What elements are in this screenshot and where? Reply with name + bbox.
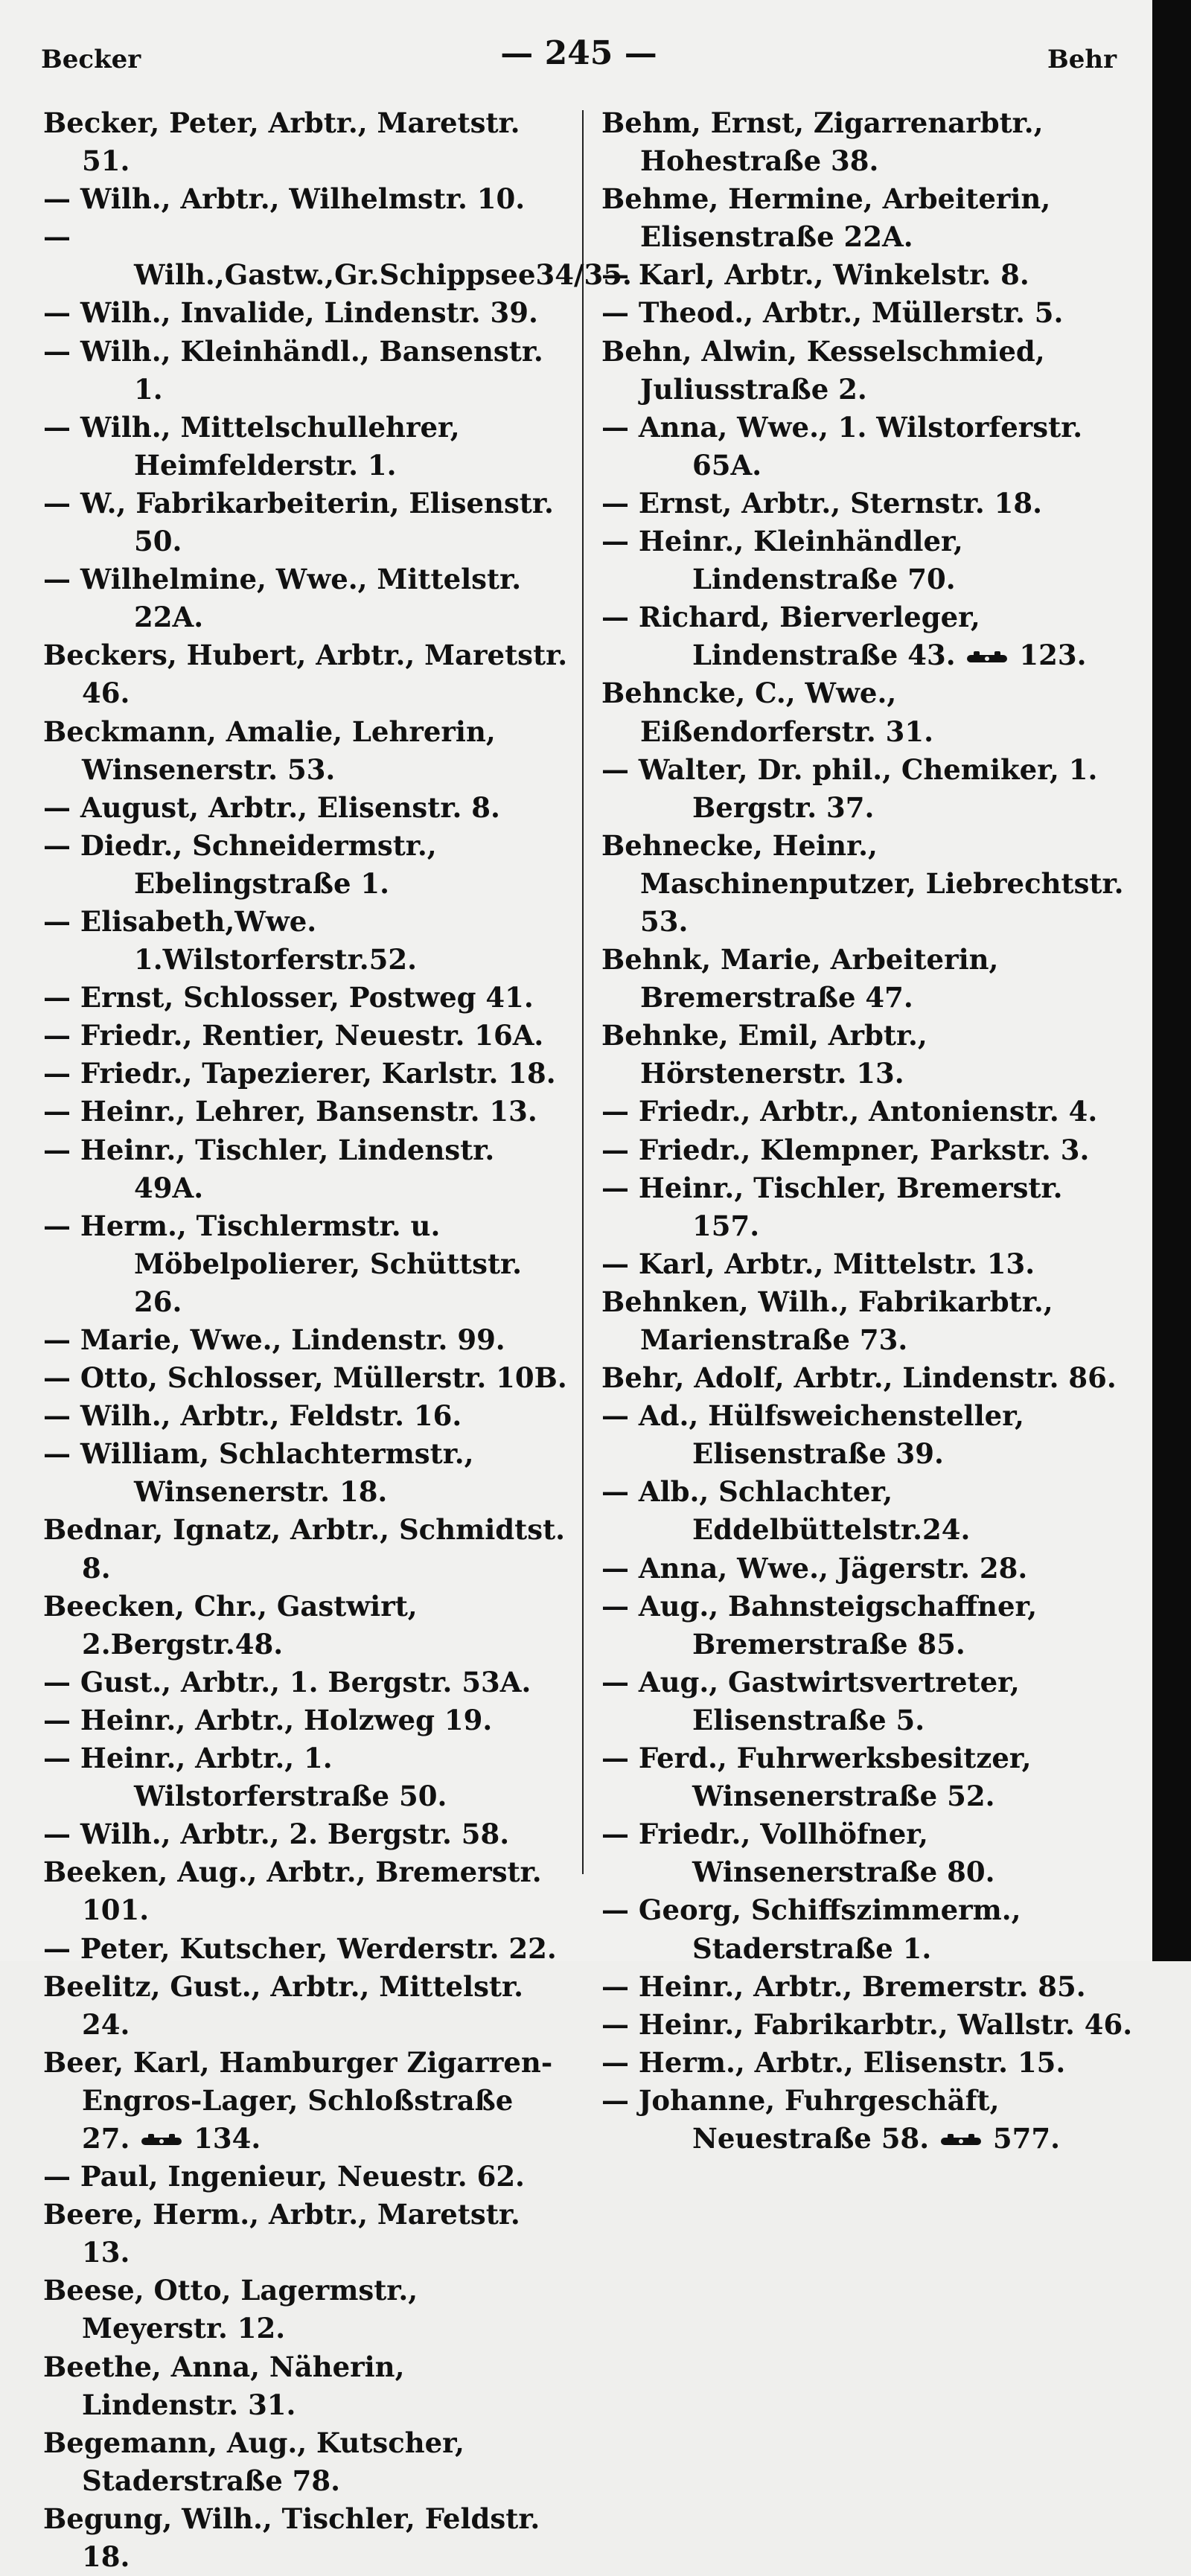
entry-text: — Herm., Arbtr., Elisenstr. 15. (601, 2045, 1066, 2079)
page-header (41, 30, 1117, 82)
entry-text: Beeken, Aug., Arbtr., Bremerstr. 101. (43, 1856, 542, 1927)
directory-entry (43, 1663, 570, 1701)
entry-text: Beer, Karl, Hamburger Zigarren-Engros-Lager, Schloßstraße 27. (43, 2045, 553, 2155)
directory-entry (43, 1968, 570, 2044)
directory-entry (43, 409, 570, 485)
directory-entry (601, 1093, 1137, 1131)
directory-entry (43, 979, 570, 1017)
entry-text: — Friedr., Vollhöfner, Winsenerstraße 80. (601, 1818, 995, 1889)
entry-text: Behme, Hermine, Arbeiterin, Elisenstraße 22A. (601, 182, 1051, 254)
entry-text: — Johanne, Fuhrgeschäft, Neuestraße 58. (601, 2083, 1000, 2155)
directory-entry (43, 485, 570, 560)
directory-entry (601, 333, 1137, 409)
entry-text: Behn, Alwin, Kesselschmied, Juliusstraße 2. (601, 334, 1045, 406)
telephone-icon (139, 2132, 184, 2149)
entry-text: — Paul, Ingenieur, Neuestr. 62. (43, 2160, 525, 2193)
directory-entry (601, 1017, 1137, 1093)
directory-entry (601, 1131, 1137, 1169)
directory-entry (601, 2082, 1137, 2158)
directory-entry (43, 104, 570, 180)
entry-text: — Karl, Arbtr., Winkelstr. 8. (601, 258, 1029, 292)
phone-number: 577. (992, 2121, 1061, 2155)
entry-text: Behnke, Emil, Arbtr., Hörstenerstr. 13. (601, 1019, 927, 1090)
entry-text: — Wilh., Arbtr., Wilhelmstr. 10. (43, 182, 526, 216)
entry-text: Behncke, C., Wwe., Eißendorferstr. 31. (601, 677, 933, 748)
directory-entry (601, 827, 1137, 941)
entry-text: Beckmann, Amalie, Lehrerin, Winsenerstr. 53. (43, 715, 496, 786)
directory-entry (43, 636, 570, 712)
entry-text: — Wilh.,Gastw.,Gr.Schippsee34/35. (43, 220, 632, 292)
entry-text: — Peter, Kutscher, Werderstr. 22. (43, 1931, 557, 1965)
entry-text: — Theod., Arbtr., Müllerstr. 5. (601, 296, 1064, 330)
entry-text: — Heinr., Arbtr., 1. Wilstorferstraße 50. (43, 1742, 447, 1813)
directory-entry (43, 903, 570, 979)
entry-text: — Wilhelmine, Wwe., Mittelstr. 22A. (43, 563, 522, 634)
directory-entry (43, 827, 570, 903)
entry-text: Beethe, Anna, Näherin, Lindenstr. 31. (43, 2350, 405, 2421)
entry-text: Beese, Otto, Lagermstr., Meyerstr. 12. (43, 2274, 418, 2345)
directory-entry (43, 2158, 570, 2196)
entry-text: — Anna, Wwe., 1. Wilstorferstr. 65A. (601, 410, 1083, 482)
entry-text: — Wilh., Mittelschullehrer, Heimfelderstr. 1. (43, 410, 460, 482)
entry-text: — Otto, Schlosser, Müllerstr. 10B. (43, 1361, 567, 1395)
entry-text: Begemann, Aug., Kutscher, Staderstraße 78. (43, 2426, 464, 2497)
header-left-keyword: Becker (41, 45, 141, 74)
entry-text: — Richard, Bierverleger, Lindenstraße 43. (601, 601, 980, 672)
directory-entry (601, 104, 1137, 180)
entry-text: Bednar, Ignatz, Arbtr., Schmidtst. 8. (43, 1513, 566, 1585)
entry-text: — Heinr., Lehrer, Bansenstr. 13. (43, 1095, 537, 1128)
directory-entry (43, 1093, 570, 1131)
directory-entry (601, 485, 1137, 522)
directory-entry (601, 1550, 1137, 1588)
entry-text: — Wilh., Arbtr., 2. Bergstr. 58. (43, 1818, 510, 1851)
entry-text: — Heinr., Arbtr., Bremerstr. 85. (601, 1969, 1086, 2003)
entry-text: Beere, Herm., Arbtr., Maretstr. 13. (43, 2198, 520, 2269)
directory-entry (43, 1055, 570, 1093)
page-number: — 245 — (500, 34, 657, 72)
directory-entry (601, 1663, 1137, 1739)
entry-text: — Anna, Wwe., Jägerstr. 28. (601, 1551, 1028, 1585)
entry-text: — Friedr., Klempner, Parkstr. 3. (601, 1133, 1090, 1166)
directory-entry (601, 256, 1137, 294)
entry-text: — Wilh., Arbtr., Feldstr. 16. (43, 1399, 462, 1433)
entry-text: Beckers, Hubert, Arbtr., Maretstr. 46. (43, 639, 568, 710)
entry-text: — Heinr., Arbtr., Holzweg 19. (43, 1703, 493, 1736)
entry-text: — Aug., Gastwirtsvertreter, Elisenstraße 5. (601, 1665, 1020, 1736)
directory-entry (43, 789, 570, 827)
telephone-icon (965, 650, 1009, 666)
directory-entry (601, 1245, 1137, 1283)
directory-entry (43, 1853, 570, 1929)
directory-entry (601, 409, 1137, 485)
entry-text: — William, Schlachtermstr., Winsenerstr. 18. (43, 1437, 474, 1509)
entry-text: — Friedr., Arbtr., Antonienstr. 4. (601, 1095, 1098, 1128)
directory-entry (43, 713, 570, 789)
directory-entry (601, 1968, 1137, 2006)
directory-entry (43, 2044, 570, 2158)
entry-text: — Georg, Schiffszimmerm., Staderstraße 1. (601, 1893, 1021, 1965)
entry-text: — Walter, Dr. phil., Chemiker, 1. Bergstr. 37. (601, 752, 1098, 824)
directory-entry (43, 180, 570, 218)
entry-text: — W., Fabrikarbeiterin, Elisenstr. 50. (43, 486, 554, 558)
directory-entry (43, 2424, 570, 2500)
directory-entry (601, 1397, 1137, 1473)
directory-entry (601, 2044, 1137, 2082)
entry-text: — Gust., Arbtr., 1. Bergstr. 53A. (43, 1665, 531, 1698)
directory-entry (43, 2500, 570, 2576)
directory-entry (601, 1739, 1137, 1815)
entry-text: Behr, Adolf, Arbtr., Lindenstr. 86. (601, 1361, 1117, 1395)
entry-text: Behm, Ernst, Zigarrenarbtr., Hohestraße 38. (601, 106, 1044, 178)
directory-entry (43, 1017, 570, 1055)
directory-entry (43, 1815, 570, 1853)
directory-entry (43, 1930, 570, 1968)
entry-text: — Heinr., Tischler, Bremerstr. 157. (601, 1171, 1063, 1242)
directory-entry (43, 1359, 570, 1397)
directory-entry (43, 1739, 570, 1815)
entry-text: — Alb., Schlachter, Eddelbüttelstr.24. (601, 1475, 971, 1547)
directory-entry (601, 1283, 1137, 1359)
directory-entry (43, 1435, 570, 1511)
directory-entry (43, 333, 570, 409)
entry-text: — August, Arbtr., Elisenstr. 8. (43, 790, 500, 824)
directory-entry (43, 218, 632, 294)
phone-number: 134. (194, 2121, 261, 2155)
directory-entry (601, 1359, 1137, 1397)
entry-text: — Friedr., Tapezierer, Karlstr. 18. (43, 1057, 556, 1090)
directory-entry (43, 1588, 570, 1663)
directory-entry (43, 1701, 570, 1739)
directory-entry (43, 2348, 570, 2424)
right-column (601, 104, 1137, 2158)
directory-entry (601, 522, 1137, 598)
directory-entry (43, 294, 570, 332)
entry-text: — Ernst, Arbtr., Sternstr. 18. (601, 486, 1042, 520)
column-divider (582, 110, 584, 1874)
entry-text: Behnk, Marie, Arbeiterin, Bremerstraße 47. (601, 943, 999, 1014)
entry-text: — Friedr., Rentier, Neuestr. 16A. (43, 1019, 544, 1052)
directory-entry (601, 941, 1137, 1017)
entry-text: — Heinr., Tischler, Lindenstr. 49A. (43, 1133, 495, 1204)
directory-entry (601, 1815, 1137, 1891)
directory-entry (43, 1511, 570, 1587)
entry-text: — Elisabeth,Wwe. 1.Wilstorferstr.52. (43, 904, 417, 977)
directory-entry (43, 1131, 570, 1207)
entry-text: Behnecke, Heinr., Maschinenputzer, Liebrechtstr. 53. (601, 828, 1124, 938)
directory-entry (601, 2006, 1137, 2044)
directory-entry (601, 180, 1137, 256)
directory-entry (43, 1397, 570, 1435)
entry-text: — Ferd., Fuhrwerksbesitzer, Winsenerstraße 52. (601, 1742, 1032, 1813)
directory-entry (43, 1321, 570, 1359)
entry-text: — Heinr., Fabrikarbtr., Wallstr. 46. (601, 2007, 1133, 2041)
entry-text: — Diedr., Schneidermstr., Ebelingstraße 1. (43, 828, 437, 900)
directory-entry (43, 2272, 570, 2348)
entry-text: Begung, Wilh., Tischler, Feldstr. 18. (43, 2502, 540, 2573)
entry-text: Behnken, Wilh., Fabrikarbtr., Marienstraße 73. (601, 1285, 1053, 1356)
entry-text: — Herm., Tischlermstr. u. Möbelpolierer, Schüttstr. 26. (43, 1209, 523, 1318)
directory-entry (601, 1473, 1137, 1549)
directory-entry (43, 560, 570, 636)
directory-entry (601, 1891, 1137, 1967)
directory-entry (601, 294, 1137, 332)
left-column (43, 104, 632, 2576)
header-right-keyword: Behr (1047, 45, 1117, 74)
directory-entry (43, 2196, 570, 2272)
entry-text: — Ernst, Schlosser, Postweg 41. (43, 981, 534, 1014)
directory-entry (43, 1207, 570, 1321)
directory-entry (601, 1588, 1137, 1663)
entry-text: — Karl, Arbtr., Mittelstr. 13. (601, 1247, 1035, 1280)
entry-text: — Wilh., Kleinhändl., Bansenstr. 1. (43, 334, 543, 406)
directory-entry (601, 751, 1137, 827)
entry-text: Beelitz, Gust., Arbtr., Mittelstr. 24. (43, 1969, 523, 2041)
directory-entry (601, 674, 1137, 750)
entry-text: — Aug., Bahnsteigschaffner, Bremerstraße 85. (601, 1589, 1038, 1661)
entry-text: Beecken, Chr., Gastwirt, 2.Bergstr.48. (43, 1589, 418, 1661)
entry-text: — Marie, Wwe., Lindenstr. 99. (43, 1323, 505, 1356)
scan-edge (1152, 0, 1191, 1961)
entry-text: — Heinr., Kleinhändler, Lindenstraße 70. (601, 525, 963, 596)
entry-text: Becker, Peter, Arbtr., Maretstr. 51. (43, 106, 520, 178)
phone-number: 123. (1019, 639, 1087, 672)
directory-entry (601, 598, 1137, 674)
entry-text: — Wilh., Invalide, Lindenstr. 39. (43, 296, 538, 330)
entry-text: — Ad., Hülfsweichensteller, Elisenstraße 39. (601, 1399, 1024, 1471)
directory-entry (601, 1169, 1137, 1245)
telephone-icon (939, 2132, 983, 2149)
